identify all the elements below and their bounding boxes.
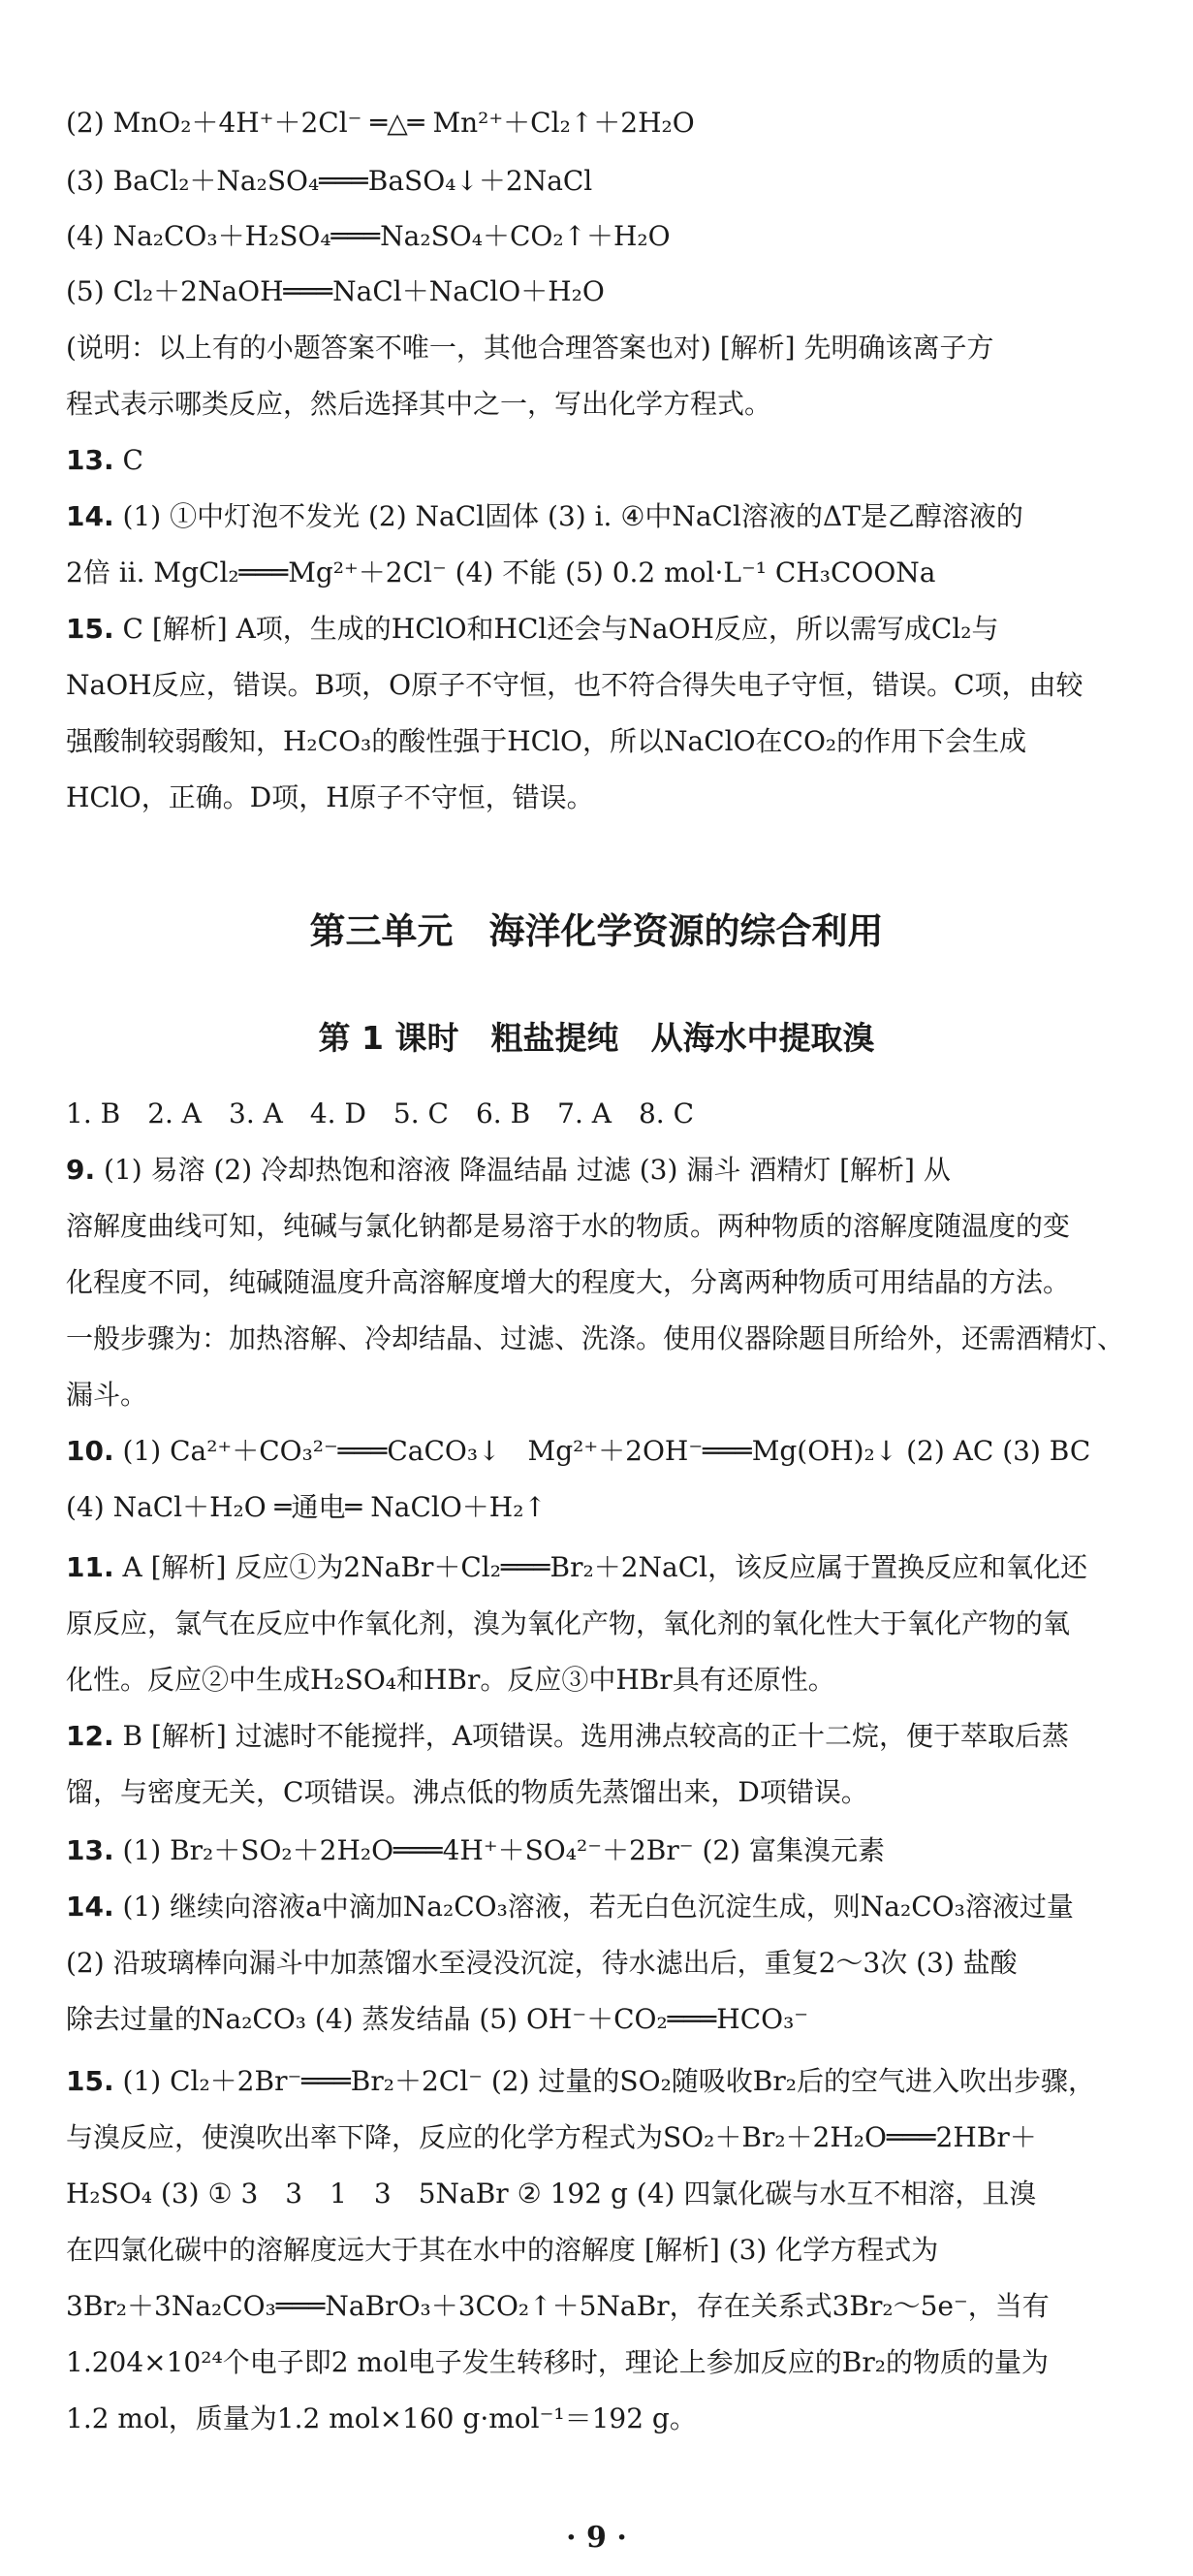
q-number: 14.: [66, 1891, 114, 1923]
answer-9-cont3: 一般步骤为：加热溶解、冷却结晶、过滤、洗涤。使用仪器除题目所给外，还需酒精灯、: [66, 1322, 1125, 1354]
answer-15-upper-cont1: NaOH反应，错误。B项，O原子不守恒，也不符合得失电子守恒，错误。C项，由较: [66, 669, 1083, 701]
answer-14-cont1: (2) 沿玻璃棒向漏斗中加蒸馏水至浸没沉淀，待水滤出后，重复2～3次 (3) 盐酸: [66, 1947, 1018, 1979]
q-number: 15.: [66, 613, 114, 645]
answer-15: [66, 2065, 1145, 2098]
unit-title: 第三单元 海洋化学资源的综合利用: [309, 910, 884, 952]
answer-14-upper: [66, 500, 1145, 533]
answer-15-upper-cont2: 强酸制较弱酸知，H₂CO₃的酸性强于HClO，所以NaClO在CO₂的作用下会生成: [66, 725, 1027, 757]
note-line-2: 程式表示哪类反应，然后选择其中之一，写出化学方程式。: [66, 388, 772, 420]
q-text: B [解析] 过滤时不能搅拌，A项错误。选用沸点较高的正十二烷，便于萃取后蒸: [122, 1720, 1069, 1752]
answer-15-cont6: 1.2 mol，质量为1.2 mol×160 g·mol⁻¹＝192 g。: [66, 2402, 697, 2434]
q-number: 10.: [66, 1435, 114, 1467]
eq-2: (2) MnO₂＋4H⁺＋2Cl⁻ ═△═ Mn²⁺＋Cl₂↑＋2H₂O: [66, 107, 695, 139]
q-text: (1) Cl₂＋2Br⁻═══Br₂＋2Cl⁻ (2) 过量的SO₂随吸收Br₂后的空气进入吹出步骤，: [122, 2065, 1095, 2097]
q-text: (1) ①中灯泡不发光 (2) NaCl固体 (3) i. ④中NaCl溶液的ΔT是乙醇溶液的: [122, 500, 1023, 532]
answer-14-upper-cont: 2倍 ii. MgCl₂═══Mg²⁺＋2Cl⁻ (4) 不能 (5) 0.2 mol·L⁻¹ CH₃COONa: [66, 557, 936, 588]
answer-11-cont2: 化性。反应②中生成H₂SO₄和HBr。反应③中HBr具有还原性。: [66, 1664, 835, 1696]
q-number: 13.: [66, 1834, 114, 1866]
answer-15-cont1: 与溴反应，使溴吹出率下降，反应的化学方程式为SO₂＋Br₂＋2H₂O═══2HBr＋: [66, 2121, 1037, 2153]
answer-10-cont: (4) NaCl＋H₂O ═通电═ NaClO＋H₂↑: [66, 1491, 547, 1523]
answer-15-upper-cont3: HClO，正确。D项，H原子不守恒，错误。: [66, 781, 594, 813]
answer-15-cont4: 3Br₂＋3Na₂CO₃═══NaBrO₃＋3CO₂↑＋5NaBr，存在关系式3Br₂～5e⁻，当有: [66, 2290, 1050, 2322]
q-number: 15.: [66, 2065, 114, 2097]
answer-15-cont2: H₂SO₄ (3) ① 3 3 1 3 5NaBr ② 192 g (4) 四氯化碳与水互不相溶，且溴: [66, 2178, 1037, 2210]
answer-9: [66, 1154, 1145, 1187]
answer-11: [66, 1551, 1145, 1584]
answer-15-upper: [66, 613, 1145, 646]
q-text: A [解析] 反应①为2NaBr＋Cl₂═══Br₂＋2NaCl，该反应属于置换反应和氧化还: [122, 1551, 1088, 1583]
answer-12-cont: 馏，与密度无关，C项错误。沸点低的物质先蒸馏出来，D项错误。: [66, 1776, 868, 1808]
q-text: (1) 继续向溶液a中滴加Na₂CO₃溶液，若无白色沉淀生成，则Na₂CO₃溶液过量: [122, 1891, 1074, 1923]
q-number: 14.: [66, 500, 114, 532]
answer-10: [66, 1435, 1145, 1468]
eq-5: (5) Cl₂＋2NaOH═══NaCl＋NaClO＋H₂O: [66, 275, 605, 307]
q-text: (1) 易溶 (2) 冷却热饱和溶液 降温结晶 过滤 (3) 漏斗 酒精灯 [解析] 从: [104, 1154, 951, 1186]
answer-9-cont2: 化程度不同，纯碱随温度升高溶解度增大的程度大，分离两种物质可用结晶的方法。: [66, 1266, 1071, 1298]
q-number: 9.: [66, 1154, 96, 1186]
lesson-title: 第 1 课时 粗盐提纯 从海水中提取溴: [318, 1019, 875, 1057]
q-text: C: [122, 444, 143, 476]
answer-11-cont1: 原反应，氯气在反应中作氧化剂，溴为氧化产物，氧化剂的氧化性大于氧化产物的氧: [66, 1607, 1071, 1639]
q-text: (1) Br₂＋SO₂＋2H₂O═══4H⁺＋SO₄²⁻＋2Br⁻ (2) 富集溴元素: [122, 1834, 886, 1866]
q-text: C [解析] A项，生成的HClO和HCl还会与NaOH反应，所以需写成Cl₂与: [122, 613, 999, 645]
answer-15-cont5: 1.204×10²⁴个电子即2 mol电子发生转移时，理论上参加反应的Br₂的物质的量为: [66, 2346, 1049, 2378]
answer-9-cont4: 漏斗。: [66, 1379, 148, 1411]
answer-14: [66, 1891, 1145, 1924]
q-text: (1) Ca²⁺＋CO₃²⁻═══CaCO₃↓ Mg²⁺＋2OH⁻═══Mg(OH)₂↓ (2) AC (3) BC: [122, 1435, 1091, 1467]
answer-13: [66, 1834, 1145, 1867]
q-number: 11.: [66, 1551, 114, 1583]
answer-13-upper: [66, 444, 1145, 477]
eq-4: (4) Na₂CO₃＋H₂SO₄═══Na₂SO₄＋CO₂↑＋H₂O: [66, 220, 671, 252]
answer-9-cont1: 溶解度曲线可知，纯碱与氯化钠都是易溶于水的物质。两种物质的溶解度随温度的变: [66, 1210, 1071, 1242]
answer-15-cont3: 在四氯化碳中的溶解度远大于其在水中的溶解度 [解析] (3) 化学方程式为: [66, 2234, 939, 2266]
answer-14-cont2: 除去过量的Na₂CO₃ (4) 蒸发结晶 (5) OH⁻＋CO₂═══HCO₃⁻: [66, 2003, 809, 2035]
q-number: 12.: [66, 1720, 114, 1752]
q-number: 13.: [66, 444, 114, 476]
mc-answers: 1. B 2. A 3. A 4. D 5. C 6. B 7. A 8. C: [66, 1097, 695, 1129]
note-line-1: (说明：以上有的小题答案不唯一，其他合理答案也对) [解析] 先明确该离子方: [66, 332, 994, 364]
page-number: · 9 ·: [566, 2521, 627, 2555]
answer-12: [66, 1720, 1145, 1753]
eq-3: (3) BaCl₂＋Na₂SO₄═══BaSO₄↓＋2NaCl: [66, 165, 593, 197]
